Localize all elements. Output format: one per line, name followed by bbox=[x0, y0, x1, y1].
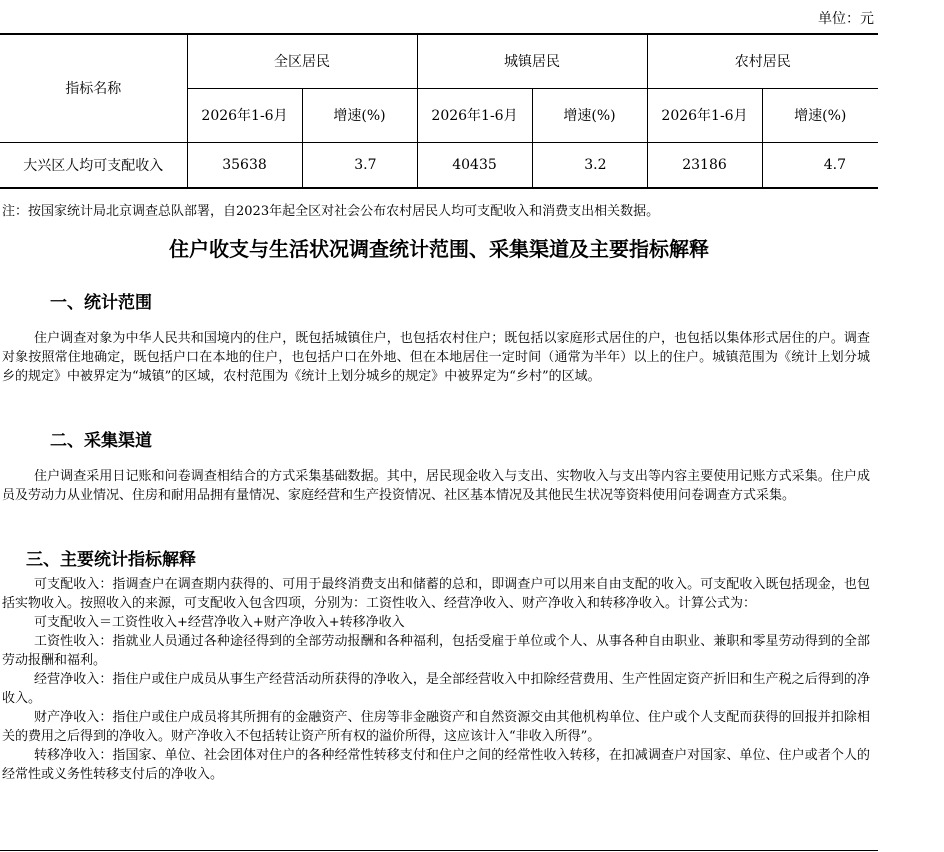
section-2-text: 住户调查采用日记账和问卷调查相结合的方式采集基础数据。其中，居民现金收入与支出、实物收入与支出等内容主要使用记账方式采集。住户成员及劳动力从业情况、住房和耐用品拥有量情况、家庭经营和生产投资情况、社区基本情况及其他民生状况等资料使用问卷调查方式采集。 bbox=[2, 469, 870, 503]
income-table bbox=[0, 33, 878, 189]
document-title: 住户收支与生活状况调查统计范围、采集渠道及主要指标解释 bbox=[169, 237, 709, 261]
header-group-urban: 城镇居民 bbox=[417, 34, 647, 88]
section-3-heading: 三、主要统计指标解释 bbox=[26, 550, 196, 570]
section-3-body bbox=[2, 575, 870, 784]
cell-value: 40435 bbox=[417, 142, 532, 188]
unit-label: 单位：元 bbox=[818, 11, 874, 27]
definition-disposable-income: 可支配收入：指调查户在调查期内获得的、可用于最终消费支出和储蓄的总和，即调查户可以用来自由支配的收入。可支配收入既包括现金，也包括实物收入。按照收入的来源，可支配收入包含四项，分别为：工资性收入、经营净收入、财产净收入和转移净收入。计算公式为： bbox=[2, 577, 870, 611]
header-growth: 增速(%) bbox=[532, 88, 647, 142]
header-group-rural: 农村居民 bbox=[647, 34, 878, 88]
definition-business-income: 经营净收入：指住户或住户成员从事生产经营活动所获得的净收入，是全部经营收入中扣除经营费用、生产性固定资产折旧和生产税之后得到的净收入。 bbox=[2, 672, 870, 706]
section-1-heading: 一、统计范围 bbox=[50, 293, 152, 313]
table-note: 注：按国家统计局北京调查总队部署，自2023年起全区对社会公布农村居民人均可支配收入和消费支出相关数据。 bbox=[2, 204, 660, 219]
bottom-rule bbox=[0, 850, 878, 851]
section-2-body bbox=[2, 467, 870, 505]
header-period: 2026年1-6月 bbox=[187, 88, 302, 142]
cell-growth: 3.7 bbox=[302, 142, 417, 188]
table-row bbox=[0, 142, 878, 188]
definition-wage-income: 工资性收入：指就业人员通过各种途径得到的全部劳动报酬和各种福利，包括受雇于单位或个人、从事各种自由职业、兼职和零星劳动得到的全部劳动报酬和福利。 bbox=[2, 634, 870, 668]
header-growth: 增速(%) bbox=[762, 88, 878, 142]
section-1-body bbox=[2, 329, 870, 386]
cell-growth: 4.7 bbox=[762, 142, 878, 188]
cell-growth: 3.2 bbox=[532, 142, 647, 188]
header-indicator: 指标名称 bbox=[0, 34, 187, 142]
header-period: 2026年1-6月 bbox=[417, 88, 532, 142]
definition-property-income: 财产净收入：指住户或住户成员将其所拥有的金融资产、住房等非金融资产和自然资源交由其他机构单位、住户或个人支配而获得的回报并扣除相关的费用之后得到的净收入。财产净收入不包括转让资产所有权的溢价所得，这应该计入“非收入所得”。 bbox=[2, 710, 870, 744]
definition-transfer-income: 转移净收入：指国家、单位、社会团体对住户的各种经常性转移支付和住户之间的经常性收入转移，在扣减调查户对国家、单位、住户或者个人的经常性或义务性转移支付后的净收入。 bbox=[2, 748, 870, 782]
formula-line: 可支配收入＝工资性收入+经营净收入+财产净收入+转移净收入 bbox=[34, 615, 405, 630]
header-period: 2026年1-6月 bbox=[647, 88, 762, 142]
row-label: 大兴区人均可支配收入 bbox=[0, 142, 187, 188]
header-growth: 增速(%) bbox=[302, 88, 417, 142]
cell-value: 35638 bbox=[187, 142, 302, 188]
section-2-heading: 二、采集渠道 bbox=[50, 431, 152, 451]
section-1-text: 住户调查对象为中华人民共和国境内的住户，既包括城镇住户，也包括农村住户；既包括以家庭形式居住的户，也包括以集体形式居住的户。调查对象按照常住地确定，既包括户口在本地的住户，也包括户口在外地、但在本地居住一定时间（通常为半年）以上的住户。城镇范围为《统计上划分城乡的规定》中被界定为“城镇”的区域，农村范围为《统计上划分城乡的规定》中被界定为“乡村”的区域。 bbox=[2, 331, 870, 384]
header-group-all: 全区居民 bbox=[187, 34, 417, 88]
cell-value: 23186 bbox=[647, 142, 762, 188]
